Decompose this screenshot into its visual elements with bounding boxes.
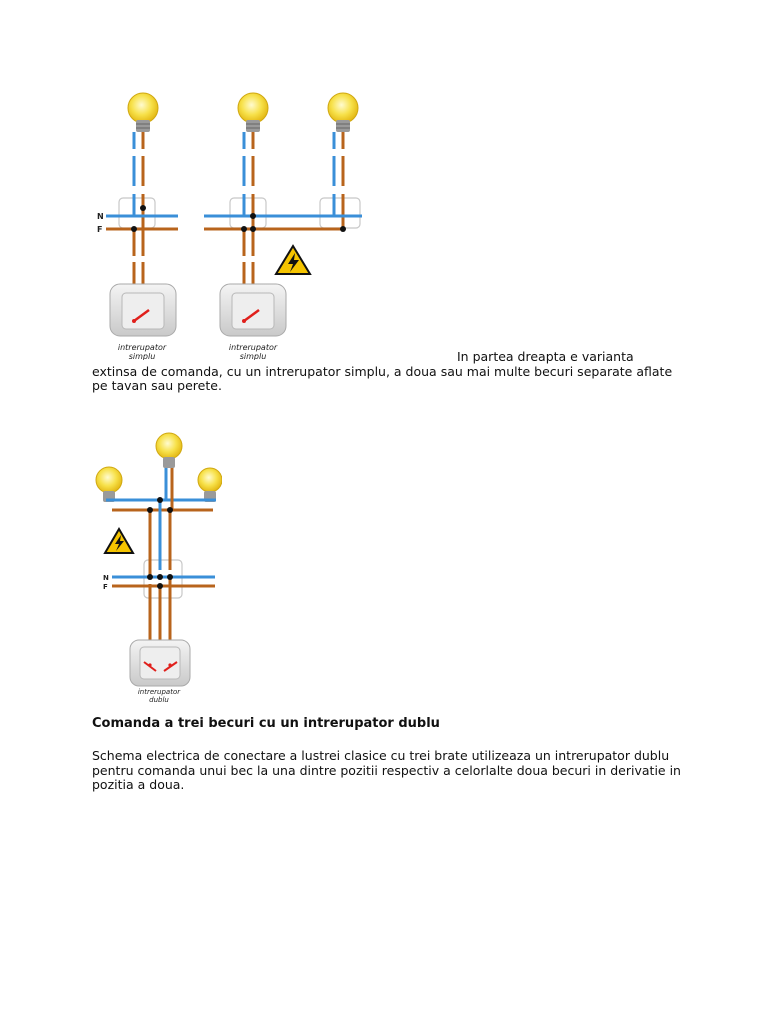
switch-label-line1: intrerupator xyxy=(137,688,181,696)
switch-label-line1: intrerupator xyxy=(117,343,167,352)
phase-label: F xyxy=(97,225,103,234)
bulb-icon xyxy=(156,433,182,468)
double-switch-icon xyxy=(130,640,190,686)
neutral-label: N xyxy=(97,212,104,221)
paragraph-extended-variant xyxy=(92,350,682,394)
phase-label: F xyxy=(103,583,108,591)
warning-icon xyxy=(105,529,133,553)
section-heading: Comanda a trei becuri cu un intrerupator dublu xyxy=(92,716,440,731)
bulb-icon xyxy=(128,93,158,132)
wiring-diagram-single-switch xyxy=(92,86,364,360)
wiring-diagram-double-switch xyxy=(92,428,222,704)
switch-label-line2: simplu xyxy=(239,352,267,360)
bulb-icon xyxy=(238,93,268,132)
paragraph-description: Schema electrica de conectare a lustrei clasice cu trei brate utilizeaza un intrerupator dublu pentru comanda unui bec la una dintre pozitii respectiv a celorlalte doua becuri in derivatie in pozitia a doua. xyxy=(92,748,681,792)
switch-icon xyxy=(220,284,286,336)
switch-icon xyxy=(110,284,176,336)
paragraph-text: In partea dreapta e varianta extinsa de comanda, cu un intrerupator simplu, a doua sau mai multe becuri separate aflate pe tavan sau perete. xyxy=(92,349,673,393)
switch-label-line2: simplu xyxy=(128,352,156,360)
switch-label-line1: intrerupator xyxy=(228,343,278,352)
bulb-icon xyxy=(198,468,222,502)
bulb-icon xyxy=(96,467,122,502)
warning-icon xyxy=(276,246,310,274)
switch-label-line2: dublu xyxy=(149,696,169,704)
neutral-label: N xyxy=(103,574,109,582)
bulb-icon xyxy=(328,93,358,132)
